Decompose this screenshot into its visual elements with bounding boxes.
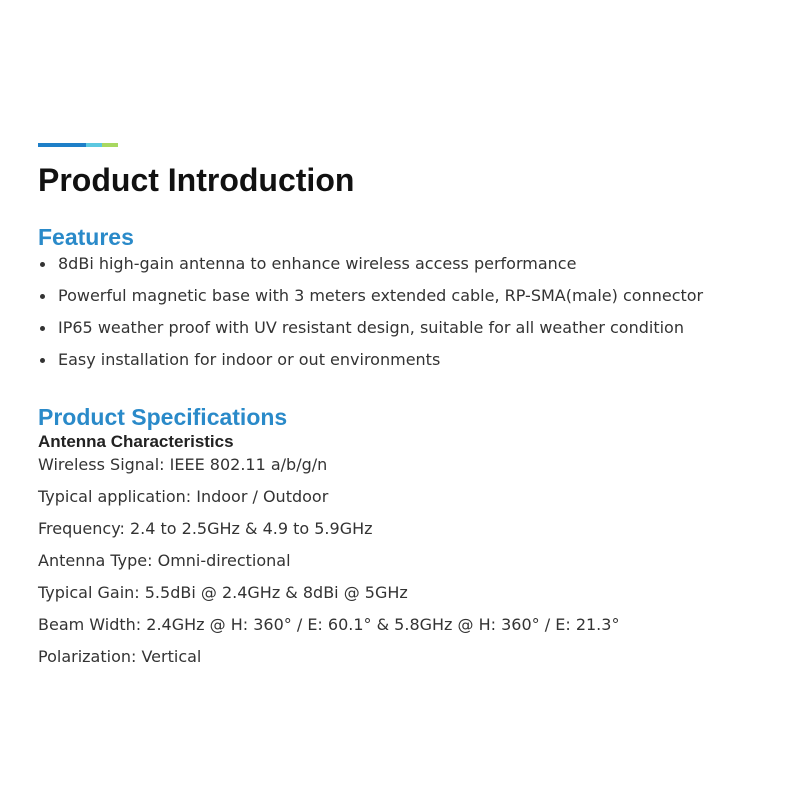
feature-text: Easy installation for indoor or out environments: [58, 350, 441, 369]
list-item: [38, 347, 703, 379]
spec-item-frequency: Frequency: 2.4 to 2.5GHz & 4.9 to 5.9GHz: [38, 519, 373, 538]
page-title: Product Introduction: [38, 162, 355, 198]
feature-list: [38, 251, 703, 379]
list-item: [38, 283, 703, 315]
spec-item-beam-width: Beam Width: 2.4GHz @ H: 360° / E: 60.1° & 5.8GHz @ H: 360° / E: 21.3°: [38, 615, 620, 634]
list-item: [38, 251, 703, 283]
spec-item-wireless-signal: Wireless Signal: IEEE 802.11 a/b/g/n: [38, 455, 328, 474]
spec-list: [38, 452, 619, 676]
spec-item-typical-application: Typical application: Indoor / Outdoor: [38, 487, 329, 506]
features-heading: Features: [38, 224, 134, 250]
spec-item-antenna-type: Antenna Type: Omni-directional: [38, 551, 291, 570]
bullet-icon: [40, 294, 45, 299]
antenna-characteristics-subheading: Antenna Characteristics: [38, 432, 234, 451]
specifications-heading: Product Specifications: [38, 404, 288, 430]
spec-item-typical-gain: Typical Gain: 5.5dBi @ 2.4GHz & 8dBi @ 5GHz: [38, 583, 408, 602]
bullet-icon: [40, 358, 45, 363]
spec-item-polarization: Polarization: Vertical: [38, 647, 202, 666]
bullet-icon: [40, 262, 45, 267]
title-accent-bar: [38, 143, 118, 147]
feature-text: IP65 weather proof with UV resistant design, suitable for all weather condition: [58, 318, 684, 337]
accent-segment-green: [102, 143, 118, 147]
accent-segment-blue: [38, 143, 86, 147]
list-item: [38, 315, 703, 347]
accent-segment-cyan: [86, 143, 102, 147]
bullet-icon: [40, 326, 45, 331]
feature-text: Powerful magnetic base with 3 meters extended cable, RP-SMA(male) connector: [58, 286, 704, 305]
feature-text: 8dBi high-gain antenna to enhance wireless access performance: [58, 254, 577, 273]
